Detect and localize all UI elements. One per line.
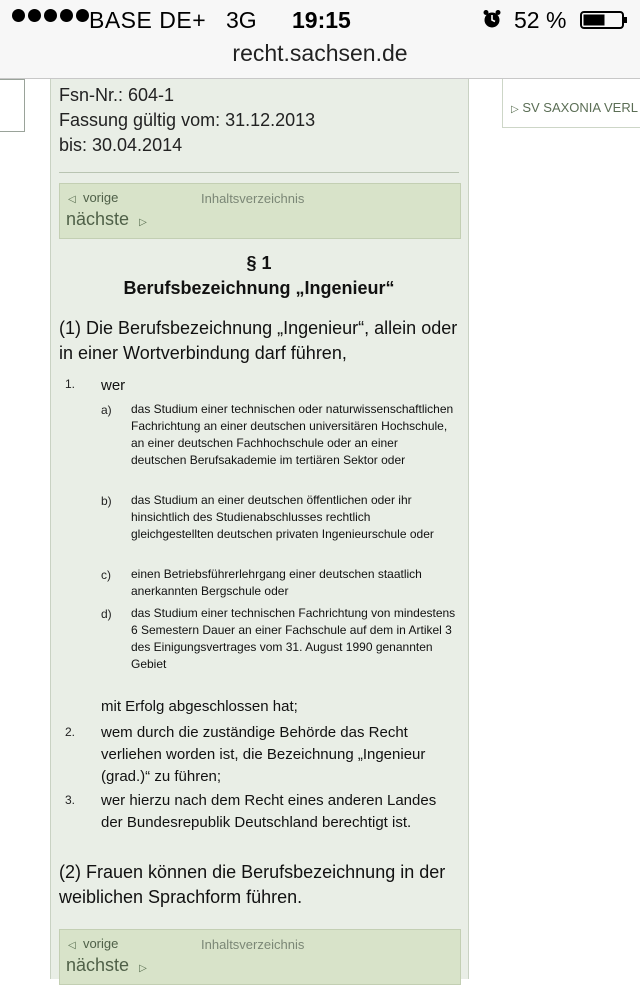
chevron-right-icon: ▷	[139, 963, 147, 974]
subitem-letter: d)	[101, 607, 112, 621]
prev-label: vorige	[82, 190, 119, 205]
paragraph-2: (2) Frauen können die Berufsbezeichnung in der weiblichen Sprachform führen.	[59, 862, 446, 907]
right-sidebar	[502, 79, 640, 128]
toc-link[interactable]: Inhaltsverzeichnis	[201, 937, 305, 952]
divider	[59, 172, 459, 173]
carrier-name: BASE DE+	[89, 7, 207, 33]
next-link[interactable]	[66, 209, 147, 230]
prev-link[interactable]	[68, 936, 118, 951]
prev-label: vorige	[82, 936, 119, 951]
item-text: wem durch die zuständige Behörde das Recht verliehen worden ist, die Bezeichnung „Ingenieur (grad.)“ zu führen;	[101, 724, 426, 785]
signal-strength-icon	[12, 9, 89, 22]
next-label: nächste	[66, 955, 130, 975]
status-bar	[0, 0, 640, 40]
left-panel-stub[interactable]	[0, 79, 25, 132]
subitem-text: das Studium einer technischen oder naturwissenschaftlichen Fachrichtung an einer deutschen universitären Hochschule, an einer deutschen Fachhochschule oder an einer deutschen Berufsakademie im tertiären Sektor oder	[131, 402, 454, 467]
subitem-letter: c)	[101, 568, 111, 582]
item-number: 2.	[65, 725, 76, 739]
status-time: 19:15	[292, 7, 351, 33]
battery-percent: 52 %	[514, 7, 567, 33]
next-link[interactable]	[66, 955, 147, 976]
subitem-text: einen Betriebsführerlehrgang einer deutschen staatlich anerkannten Bergschule oder	[131, 567, 422, 598]
chevron-left-icon: ◁	[68, 194, 76, 205]
address-bar[interactable]: recht.sachsen.de	[232, 40, 408, 66]
section-navigation-top	[59, 183, 461, 239]
arrow-right-icon: ▷	[511, 104, 519, 115]
alarm-clock-icon	[482, 9, 502, 29]
chevron-left-icon: ◁	[68, 940, 76, 951]
fsn-number: Fsn-Nr.: 604-1	[59, 85, 175, 105]
paragraph-1: (1) Die Berufsbezeichnung „Ingenieur“, allein oder in einer Wortverbindung darf führen,	[59, 318, 458, 363]
item-text: wer	[101, 377, 126, 394]
toc-link[interactable]: Inhaltsverzeichnis	[201, 191, 305, 206]
item-1-closing: mit Erfolg abgeschlossen hat;	[101, 698, 298, 715]
section-number: § 1	[246, 253, 272, 273]
subitem-text: das Studium an einer deutschen öffentlichen oder ihr hinsichtlich des Studienabschlusses rechtlich gleichgestellten deutschen privaten Ingenieurschule oder	[131, 493, 434, 541]
item-number: 3.	[65, 793, 76, 807]
browser-header	[0, 0, 640, 79]
valid-from: Fassung gültig vom: 31.12.2013	[59, 110, 316, 130]
chevron-right-icon: ▷	[139, 217, 147, 228]
battery-icon	[580, 11, 628, 29]
sv-saxonia-label: SV SAXONIA VERL	[522, 100, 638, 115]
subitem-text: das Studium einer technischen Fachrichtung von mindestens 6 Semestern Dauer an einer Fachschule auf dem in Artikel 3 des Einigungsvertrages vom 31. August 1990 genannten Gebiet	[131, 606, 456, 671]
prev-link[interactable]	[68, 190, 118, 205]
subitem-letter: b)	[101, 494, 112, 508]
section-title: Berufsbezeichnung „Ingenieur“	[123, 278, 395, 298]
subitem-letter: a)	[101, 403, 112, 417]
item-number: 1.	[65, 377, 76, 391]
valid-to: bis: 30.04.2014	[59, 135, 183, 155]
item-text: wer hierzu nach dem Recht eines anderen Landes der Bundesrepublik Deutschland berechtigt ist.	[101, 792, 437, 831]
network-type: 3G	[226, 7, 257, 33]
next-label: nächste	[66, 209, 130, 229]
section-navigation-bottom	[59, 929, 461, 985]
sv-saxonia-link[interactable]	[511, 100, 638, 115]
content-column	[50, 79, 469, 979]
